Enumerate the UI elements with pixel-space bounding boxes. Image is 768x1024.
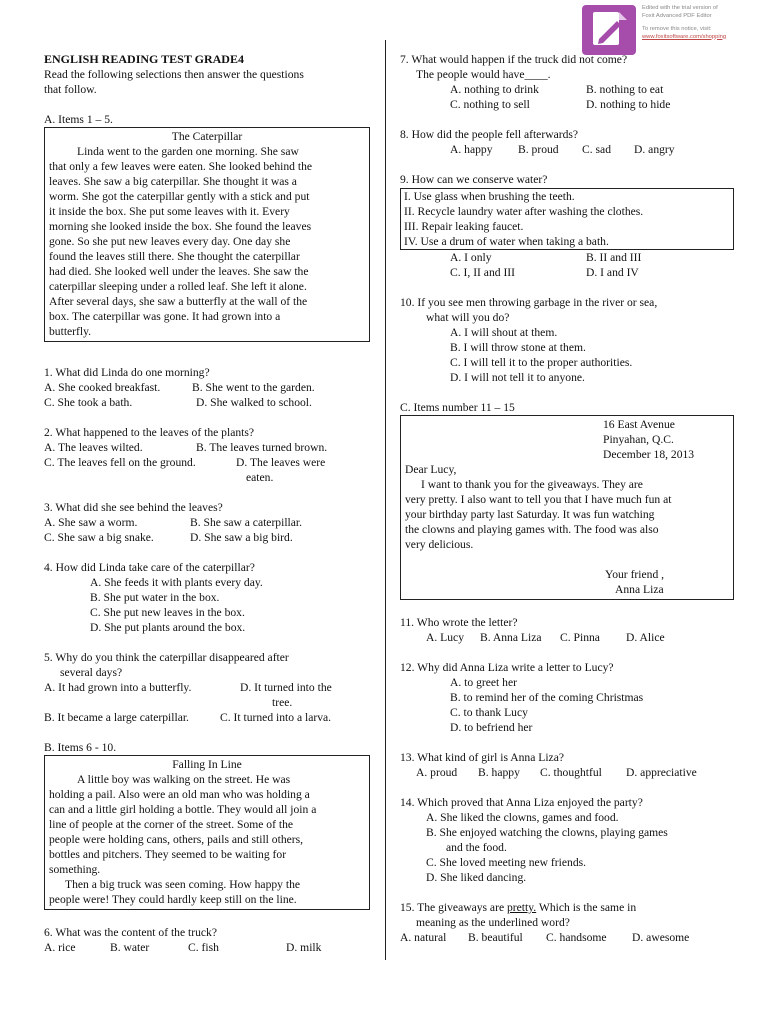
q9-option-c[interactable]: C. I, II and III <box>450 266 516 279</box>
story-line: A little boy was walking on the street. He was <box>77 773 291 786</box>
letter-address-line: Pinyahan, Q.C. <box>603 433 674 446</box>
q2-option-b[interactable]: B. The leaves turned brown. <box>196 441 328 454</box>
q14-option-c[interactable]: C. She loved meeting new friends. <box>426 856 587 869</box>
question-15-cont: meaning as the underlined word? <box>416 916 570 929</box>
q10-option-d[interactable]: D. I will not tell it to anyone. <box>450 371 585 384</box>
story-line: Then a big truck was seen coming. How happy the <box>65 878 301 891</box>
letter-date: December 18, 2013 <box>603 448 695 461</box>
story-line: Linda went to the garden one morning. She saw <box>77 145 299 158</box>
q7-option-b[interactable]: B. nothing to eat <box>586 83 664 96</box>
question-7: 7. What would happen if the truck did not come? <box>400 53 628 66</box>
pdf-editor-logo-icon <box>582 5 636 55</box>
q7-option-c[interactable]: C. nothing to sell <box>450 98 530 111</box>
q11-option-c[interactable]: C. Pinna <box>560 631 600 644</box>
question-1: 1. What did Linda do one morning? <box>44 366 210 379</box>
story-line: people were holding cans, others, pails and still others, <box>49 833 304 846</box>
story-title: The Caterpillar <box>171 130 243 143</box>
story-line: line of people at the corner of the street. Some of the <box>49 818 294 831</box>
story-line: After several days, she saw a butterfly at the wall of the <box>49 295 308 308</box>
q5-option-d[interactable]: D. It turned into the <box>240 681 332 694</box>
instructions-line-1: Read the following selections then answer the questions <box>44 68 304 81</box>
q5-option-c[interactable]: C. It turned into a larva. <box>220 711 332 724</box>
watermark-line-3: To remove this notice, visit: <box>642 26 712 32</box>
question-15 <box>400 900 734 915</box>
q9-option-a[interactable]: A. I only <box>450 251 492 264</box>
q10-option-a[interactable]: A. I will shout at them. <box>450 326 558 339</box>
q14-option-b-cont: and the food. <box>446 841 507 854</box>
q13-option-a[interactable]: A. proud <box>416 766 458 779</box>
underlined-word: pretty. <box>507 901 537 914</box>
letter-line: very delicious. <box>405 538 474 551</box>
q3-option-c[interactable]: C. She saw a big snake. <box>44 531 154 544</box>
story-line: caterpillar sleeping under a rolled leaf. She left it alone. <box>49 280 307 293</box>
question-10-cont: what will you do? <box>426 311 510 324</box>
letter-signature: Anna Liza <box>615 583 664 596</box>
q14-option-b[interactable]: B. She enjoyed watching the clowns, playing games <box>426 826 668 839</box>
story-line: bottles and pitchers. They seemed to be waiting for <box>49 848 287 861</box>
column-divider <box>385 40 386 960</box>
watermark-link[interactable]: www.foxitsoftware.com/shopping <box>642 33 727 40</box>
letter-line: the clowns and playing games with. The food was also <box>405 523 659 536</box>
q1-option-a[interactable]: A. She cooked breakfast. <box>44 381 161 394</box>
q2-option-c[interactable]: C. The leaves fell on the ground. <box>44 456 196 469</box>
q12-option-b[interactable]: B. to remind her of the coming Christmas <box>450 691 644 704</box>
q5-option-b[interactable]: B. It became a large caterpillar. <box>44 711 189 724</box>
q5-option-d-cont: tree. <box>272 696 293 709</box>
story-line: worm. She got the caterpillar gently with a stick and put <box>49 190 310 203</box>
q8-option-d[interactable]: D. angry <box>634 143 675 156</box>
instructions-line-2: that follow. <box>44 83 97 96</box>
test-title: ENGLISH READING TEST GRADE4 <box>44 52 244 66</box>
q13-option-c[interactable]: C. thoughtful <box>540 766 602 779</box>
q8-option-c[interactable]: C. sad <box>582 143 611 156</box>
q12-option-d[interactable]: D. to befriend her <box>450 721 533 734</box>
question-12: 12. Why did Anna Liza write a letter to Lucy? <box>400 661 614 674</box>
question-2: 2. What happened to the leaves of the plants? <box>44 426 255 439</box>
watermark-line-1: Edited with the trial version of <box>642 5 718 11</box>
story-line: morning she looked inside the box. She found the leaves <box>49 220 312 233</box>
question-11: 11. Who wrote the letter? <box>400 616 518 629</box>
q9-statement: III. Repair leaking faucet. <box>404 220 524 233</box>
right-column <box>400 52 734 945</box>
q13-option-d[interactable]: D. appreciative <box>626 766 697 779</box>
foxit-watermark <box>580 3 766 57</box>
q1-option-c[interactable]: C. She took a bath. <box>44 396 133 409</box>
question-7-cont: The people would have____. <box>416 68 551 81</box>
question-10: 10. If you see men throwing garbage in the river or sea, <box>400 296 658 309</box>
story-line: box. The caterpillar was gone. It had grown into a <box>49 310 281 323</box>
q5-option-a[interactable]: A. It had grown into a butterfly. <box>44 681 192 694</box>
question-8: 8. How did the people fell afterwards? <box>400 128 579 141</box>
story-line: found the leaves still there. She thought the caterpillar <box>49 250 300 263</box>
q3-option-b[interactable]: B. She saw a caterpillar. <box>190 516 303 529</box>
q14-option-a[interactable]: A. She liked the clowns, games and food. <box>426 811 619 824</box>
q14-option-d[interactable]: D. She liked dancing. <box>426 871 527 884</box>
story-line: can and a little girl holding a bottle. They would all join a <box>49 803 317 816</box>
q9-statement: IV. Use a drum of water when taking a bath. <box>404 235 609 248</box>
letter-box <box>400 415 734 600</box>
story-title: Falling In Line <box>172 758 242 771</box>
q1-option-b[interactable]: B. She went to the garden. <box>192 381 315 394</box>
q9-statement: II. Recycle laundry water after washing the clothes. <box>404 205 644 218</box>
letter-closing: Your friend , <box>605 568 665 581</box>
question-3: 3. What did she see behind the leaves? <box>44 501 223 514</box>
letter-line: very pretty. I also want to tell you that I have much fun at <box>405 493 672 506</box>
watermark-line-2: Foxit Advanced PDF Editor <box>642 12 712 19</box>
story-line: it inside the box. She put some leaves with it. Every <box>49 205 290 218</box>
story-box-caterpillar <box>44 127 370 342</box>
q12-option-c[interactable]: C. to thank Lucy <box>450 706 528 719</box>
section-a-label: A. Items 1 – 5. <box>44 113 113 126</box>
q9-option-d[interactable]: D. I and IV <box>586 266 639 279</box>
q2-option-d-cont: eaten. <box>246 471 274 484</box>
q15-option-d[interactable]: D. awesome <box>632 931 690 944</box>
q6-option-d[interactable]: D. milk <box>286 941 322 954</box>
story-line: people were! They could hardly keep still on the line. <box>49 893 297 906</box>
question-15-text: 15. The giveaways are <box>400 901 507 914</box>
story-line: that only a few leaves were eaten. She looked behind the <box>49 160 313 173</box>
q3-option-a[interactable]: A. She saw a worm. <box>44 516 138 529</box>
q7-option-d[interactable]: D. nothing to hide <box>586 98 671 111</box>
q4-option-a[interactable]: A. She feeds it with plants every day. <box>90 576 263 589</box>
letter-line: I want to thank you for the giveaways. They are <box>421 478 643 491</box>
question-15-text-end: Which is the same in <box>536 901 637 914</box>
story-line: holding a pail. Also were an old man who was holding a <box>49 788 310 801</box>
q6-option-c[interactable]: C. fish <box>188 941 219 954</box>
q8-option-a[interactable]: A. happy <box>450 143 493 156</box>
story-box-falling-in-line <box>44 755 370 910</box>
q10-option-c[interactable]: C. I will tell it to the proper authorities. <box>450 356 633 369</box>
story-line: butterfly. <box>49 325 92 338</box>
q8-option-b[interactable]: B. proud <box>518 143 559 156</box>
q11-option-d[interactable]: D. Alice <box>626 631 665 644</box>
question-14: 14. Which proved that Anna Liza enjoyed the party? <box>400 796 643 809</box>
section-b-label: B. Items 6 - 10. <box>44 741 117 754</box>
q12-option-a[interactable]: A. to greet her <box>450 676 517 689</box>
question-9: 9. How can we conserve water? <box>400 173 548 186</box>
q4-option-c[interactable]: C. She put new leaves in the box. <box>90 606 245 619</box>
question-5-cont: several days? <box>60 666 123 679</box>
q1-option-d[interactable]: D. She walked to school. <box>196 396 312 409</box>
question-13: 13. What kind of girl is Anna Liza? <box>400 751 564 764</box>
story-line: gone. So she put new leaves every day. One day she <box>49 235 291 248</box>
q9-statement: I. Use glass when brushing the teeth. <box>404 190 575 203</box>
left-column <box>44 52 370 955</box>
letter-greeting: Dear Lucy, <box>405 463 457 476</box>
q6-option-a[interactable]: A. rice <box>44 941 76 954</box>
q11-option-b[interactable]: B. Anna Liza <box>480 631 542 644</box>
story-line: leaves. She saw a big caterpillar. She thought it was a <box>49 175 297 188</box>
q2-option-a[interactable]: A. The leaves wilted. <box>44 441 143 454</box>
q9-option-b[interactable]: B. II and III <box>586 251 642 264</box>
q11-option-a[interactable]: A. Lucy <box>426 631 464 644</box>
q9-options-box <box>400 188 734 250</box>
letter-address-line: 16 East Avenue <box>603 418 675 431</box>
section-c-label: C. Items number 11 – 15 <box>400 401 515 414</box>
q4-option-b[interactable]: B. She put water in the box. <box>90 591 220 604</box>
q2-option-d[interactable]: D. The leaves were <box>236 456 326 469</box>
q7-option-a[interactable]: A. nothing to drink <box>450 83 539 96</box>
q13-option-b[interactable]: B. happy <box>478 766 520 779</box>
q15-option-a[interactable]: A. natural <box>400 931 447 944</box>
question-6: 6. What was the content of the truck? <box>44 926 217 939</box>
story-line: something. <box>49 863 101 876</box>
q15-option-b[interactable]: B. beautiful <box>468 931 523 944</box>
q10-option-b[interactable]: B. I will throw stone at them. <box>450 341 586 354</box>
question-5: 5. Why do you think the caterpillar disappeared after <box>44 651 289 664</box>
story-line: had died. She looked well under the leaves. She saw the <box>49 265 309 278</box>
letter-line: your birthday party last Saturday. It was fun watching <box>405 508 655 521</box>
q3-option-d[interactable]: D. She saw a big bird. <box>190 531 293 544</box>
question-4: 4. How did Linda take care of the caterpillar? <box>44 561 255 574</box>
q4-option-d[interactable]: D. She put plants around the box. <box>90 621 246 634</box>
q15-option-c[interactable]: C. handsome <box>546 931 607 944</box>
q6-option-b[interactable]: B. water <box>110 941 150 954</box>
